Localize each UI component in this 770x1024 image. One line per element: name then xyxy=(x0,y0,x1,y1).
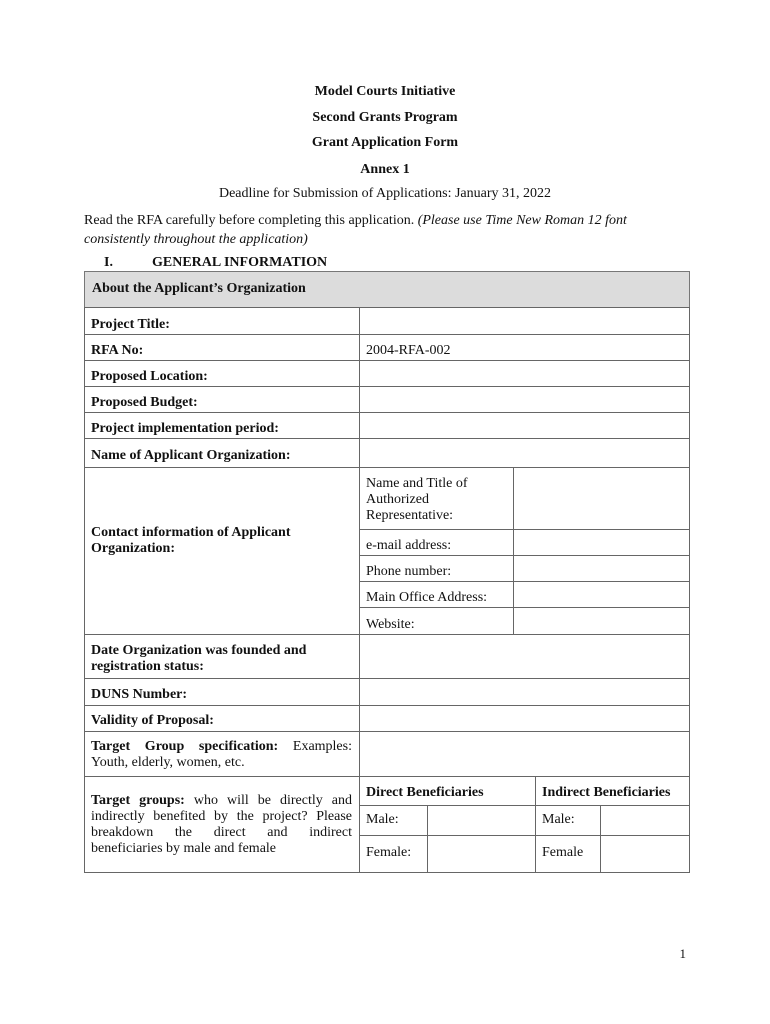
proposed-budget-label: Proposed Budget: xyxy=(91,395,198,410)
email-label: e-mail address: xyxy=(366,538,452,553)
applicant-organization-label: Name of Applicant Organization: xyxy=(91,448,291,463)
column-divider xyxy=(359,307,360,873)
form-title-line-1: Model Courts Initiative xyxy=(314,84,456,99)
project-title-label: Project Title: xyxy=(91,317,170,332)
row-divider xyxy=(84,705,690,706)
intro-paragraph xyxy=(84,211,690,249)
section-number: I. xyxy=(104,255,113,270)
row-divider xyxy=(84,634,690,635)
beneficiaries-row-divider xyxy=(359,805,690,806)
target-groups-question xyxy=(91,793,352,857)
indirect-value-divider xyxy=(600,805,601,873)
beneficiaries-row-divider xyxy=(359,835,690,836)
direct-beneficiaries-header: Direct Beneficiaries xyxy=(366,785,484,800)
target-group-spec xyxy=(91,739,352,771)
duns-label: DUNS Number: xyxy=(91,687,188,702)
row-divider xyxy=(84,360,690,361)
direct-value-divider xyxy=(427,805,428,873)
target-group-spec-label: Target Group specification: xyxy=(91,739,279,754)
row-divider xyxy=(84,334,690,335)
beneficiaries-divider xyxy=(535,776,536,873)
rfa-no-label: RFA No: xyxy=(91,343,144,358)
row-divider xyxy=(84,467,690,468)
implementation-period-label: Project implementation period: xyxy=(91,421,279,436)
indirect-female-label: Female xyxy=(542,845,584,860)
intro-note: (Please use Time New Roman 12 font consistently throughout the application) xyxy=(84,213,627,247)
row-divider xyxy=(84,386,690,387)
target-group-spec-examples: Examples: Youth, elderly, women, etc. xyxy=(91,739,352,770)
row-divider xyxy=(84,776,690,777)
contact-row-divider xyxy=(359,555,690,556)
phone-label: Phone number: xyxy=(366,564,452,579)
table-heading-text: About the Applicant’s Organization xyxy=(92,281,306,296)
row-divider xyxy=(84,412,690,413)
authorized-representative-label: Name and Title of Authorized Representative: xyxy=(366,476,468,523)
indirect-beneficiaries-header: Indirect Beneficiaries xyxy=(542,785,671,800)
target-groups-label: Target groups: xyxy=(91,793,185,808)
form-title-line-3: Grant Application Form xyxy=(311,135,459,150)
target-groups-desc: who will be directly and indirectly benefited by the project? Please breakdown the direct and indirect beneficiaries by male and female xyxy=(91,793,353,856)
contact-row-divider xyxy=(359,581,690,582)
table-heading xyxy=(84,271,690,308)
direct-male-label: Male: xyxy=(366,812,399,827)
contact-info-label: Contact information of Applicant Organization: xyxy=(91,525,291,556)
contact-row-divider xyxy=(359,529,690,530)
contact-subcolumn-divider xyxy=(513,467,514,634)
founded-label: Date Organization was founded and registration status: xyxy=(91,643,307,674)
rfa-no-value[interactable]: 2004-RFA-002 xyxy=(366,343,451,358)
row-divider xyxy=(84,438,690,439)
row-divider xyxy=(84,678,690,679)
section-title: GENERAL INFORMATION xyxy=(152,255,328,270)
section-heading xyxy=(104,255,327,271)
annex-label: Annex 1 xyxy=(360,162,410,177)
indirect-male-label: Male: xyxy=(542,812,575,827)
direct-female-label: Female: xyxy=(366,845,412,860)
deadline-text: Deadline for Submission of Applications: January 31, 2022 xyxy=(218,186,552,201)
office-address-label: Main Office Address: xyxy=(366,590,488,605)
intro-text: Read the RFA carefully before completing this application. xyxy=(84,213,415,228)
proposed-location-label: Proposed Location: xyxy=(91,369,208,384)
website-label: Website: xyxy=(366,617,415,632)
validity-label: Validity of Proposal: xyxy=(91,713,214,728)
row-divider xyxy=(84,731,690,732)
page-number: 1 xyxy=(679,946,686,961)
form-title-line-2: Second Grants Program xyxy=(312,110,458,125)
contact-row-divider xyxy=(359,607,690,608)
